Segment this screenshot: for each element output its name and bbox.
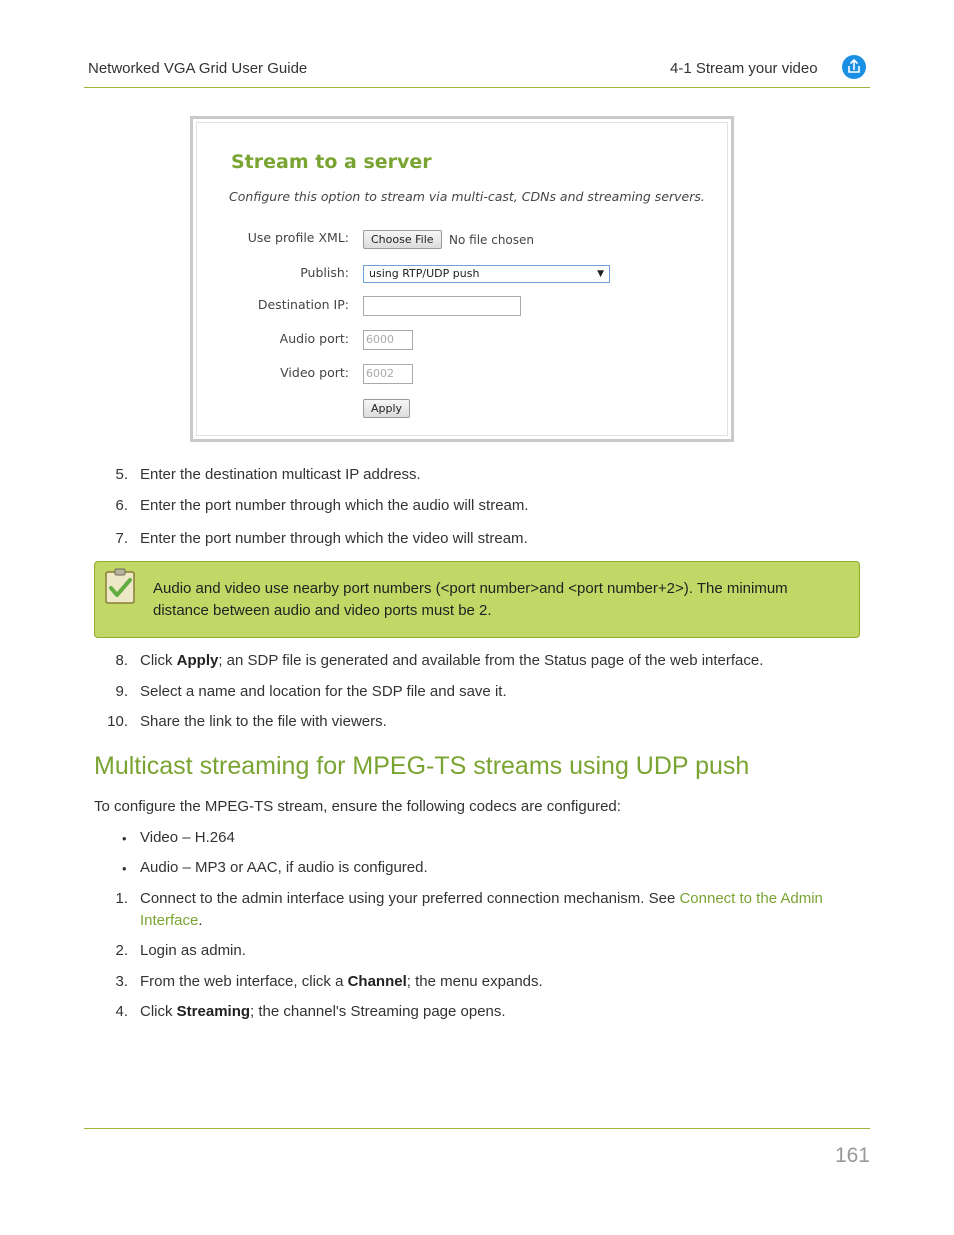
step-number: 4. xyxy=(115,1003,128,1020)
step-text: Enter the destination multicast IP address. xyxy=(140,466,421,483)
step-text: Click Streaming; the channel's Streaming page opens. xyxy=(140,1003,506,1020)
stream-settings-screenshot xyxy=(190,116,734,442)
destination-ip-input[interactable] xyxy=(363,296,521,316)
section-title: 4-1 Stream your video xyxy=(670,60,818,77)
page-number: 161 xyxy=(834,1144,870,1167)
step-text: Enter the port number through which the audio will stream. xyxy=(140,497,529,514)
clipboard-check-icon xyxy=(105,568,135,604)
choose-file-button[interactable]: Choose File xyxy=(363,230,442,249)
audio-port-label: Audio port: xyxy=(279,331,349,346)
publish-select[interactable] xyxy=(363,265,610,283)
header-rule xyxy=(84,87,870,88)
bullet-icon: • xyxy=(122,861,127,876)
dropdown-arrow-icon: ▼ xyxy=(597,269,604,279)
step-number: 8. xyxy=(115,652,128,669)
step-number: 7. xyxy=(115,530,128,547)
profile-xml-label: Use profile XML: xyxy=(247,230,349,245)
apply-button[interactable]: Apply xyxy=(363,399,410,418)
step-text: From the web interface, click a Channel; the menu expands. xyxy=(140,973,543,990)
note-box xyxy=(94,561,860,638)
step-text: Select a name and location for the SDP file and save it. xyxy=(140,683,507,700)
guide-title: Networked VGA Grid User Guide xyxy=(88,60,308,77)
admin-interface-link[interactable]: Interface xyxy=(140,912,199,929)
destination-ip-label: Destination IP: xyxy=(257,297,349,312)
video-port-label: Video port: xyxy=(280,365,349,380)
section-heading: Multicast streaming for MPEG-TS streams using UDP push xyxy=(94,752,750,780)
publish-label: Publish: xyxy=(300,265,349,280)
audio-port-input[interactable]: 6000 xyxy=(363,330,413,350)
step-number: 6. xyxy=(115,497,128,514)
note-line: Audio and video use nearby port numbers (<port number>and <port number+2>). The minimum xyxy=(153,580,788,597)
share-icon[interactable] xyxy=(842,55,866,79)
bullet-text: Video – H.264 xyxy=(140,829,235,846)
panel-description: Configure this option to stream via multi-cast, CDNs and streaming servers. xyxy=(229,189,705,204)
step-number: 2. xyxy=(115,942,128,959)
note-text xyxy=(153,578,843,622)
step-text: Click Apply; an SDP file is generated and available from the Status page of the web interface. xyxy=(140,652,764,669)
step-number: 10. xyxy=(107,713,128,730)
step-text: Interface. xyxy=(140,912,203,929)
video-port-input[interactable]: 6002 xyxy=(363,364,413,384)
panel-title: Stream to a server xyxy=(231,151,432,173)
step-number: 5. xyxy=(115,466,128,483)
step-text: Enter the port number through which the video will stream. xyxy=(140,530,528,547)
step-number: 9. xyxy=(115,683,128,700)
bullet-text: Audio – MP3 or AAC, if audio is configured. xyxy=(140,859,428,876)
note-line: distance between audio and video ports must be 2. xyxy=(153,602,492,619)
step-number: 3. xyxy=(115,973,128,990)
step-text: Share the link to the file with viewers. xyxy=(140,713,387,730)
no-file-text: No file chosen xyxy=(449,233,535,247)
footer-rule xyxy=(84,1128,870,1129)
admin-interface-link[interactable]: Connect to the Admin xyxy=(679,890,823,907)
bullet-icon: • xyxy=(122,831,127,846)
intro-text: To configure the MPEG-TS stream, ensure the following codecs are configured: xyxy=(94,798,621,815)
step-number: 1. xyxy=(115,890,128,907)
step-text: Login as admin. xyxy=(140,942,246,959)
publish-value: using RTP/UDP push xyxy=(369,267,480,280)
step-text: Connect to the admin interface using your preferred connection mechanism. See Connect to the Admin xyxy=(140,890,823,907)
